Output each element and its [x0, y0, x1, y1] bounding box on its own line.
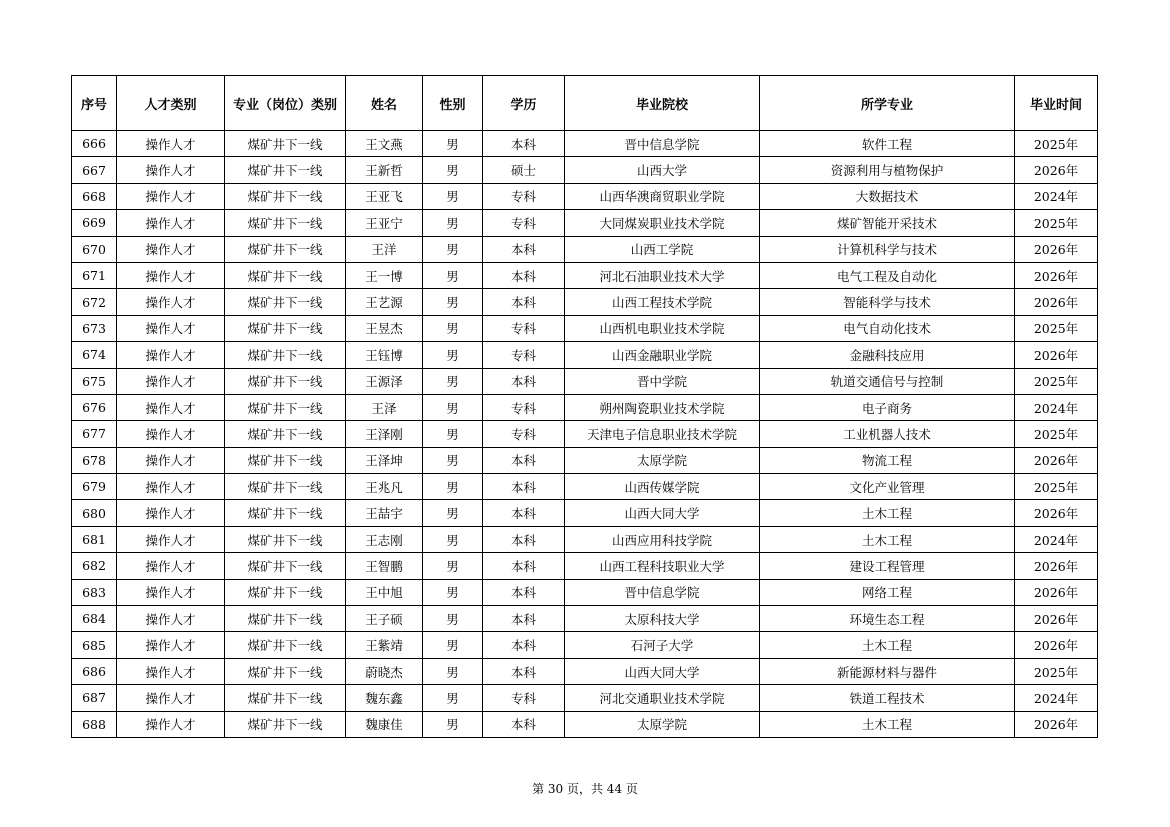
cell-graduation: 2026年	[1015, 342, 1098, 368]
cell-gender: 男	[423, 658, 483, 684]
cell-education: 本科	[483, 658, 565, 684]
cell-graduation: 2025年	[1015, 315, 1098, 341]
cell-education: 本科	[483, 711, 565, 737]
cell-school: 河北交通职业技术学院	[565, 685, 760, 711]
cell-name: 王亚飞	[346, 183, 423, 209]
cell-major: 土木工程	[760, 632, 1015, 658]
table-row	[72, 711, 1098, 737]
cell-graduation: 2026年	[1015, 289, 1098, 315]
cell-education: 本科	[483, 579, 565, 605]
cell-gender: 男	[423, 579, 483, 605]
cell-gender: 男	[423, 210, 483, 236]
cell-talent-category: 操作人才	[117, 553, 225, 579]
cell-index: 676	[72, 394, 117, 420]
cell-name: 王泽刚	[346, 421, 423, 447]
cell-position-category: 煤矿井下一线	[225, 579, 346, 605]
cell-education: 本科	[483, 447, 565, 473]
cell-talent-category: 操作人才	[117, 236, 225, 262]
cell-position-category: 煤矿井下一线	[225, 421, 346, 447]
cell-gender: 男	[423, 606, 483, 632]
cell-school: 山西大学	[565, 157, 760, 183]
cell-gender: 男	[423, 315, 483, 341]
cell-school: 晋中学院	[565, 368, 760, 394]
cell-school: 山西金融职业学院	[565, 342, 760, 368]
cell-major: 建设工程管理	[760, 553, 1015, 579]
cell-index: 673	[72, 315, 117, 341]
cell-position-category: 煤矿井下一线	[225, 210, 346, 236]
cell-name: 王智鹏	[346, 553, 423, 579]
cell-talent-category: 操作人才	[117, 474, 225, 500]
cell-school: 河北石油职业技术大学	[565, 262, 760, 288]
cell-index: 679	[72, 474, 117, 500]
cell-major: 软件工程	[760, 131, 1015, 157]
cell-index: 675	[72, 368, 117, 394]
cell-name: 王志刚	[346, 526, 423, 552]
cell-talent-category: 操作人才	[117, 658, 225, 684]
cell-gender: 男	[423, 711, 483, 737]
cell-talent-category: 操作人才	[117, 289, 225, 315]
cell-index: 686	[72, 658, 117, 684]
cell-index: 674	[72, 342, 117, 368]
cell-name: 魏康佳	[346, 711, 423, 737]
cell-school: 太原科技大学	[565, 606, 760, 632]
cell-education: 本科	[483, 632, 565, 658]
cell-major: 轨道交通信号与控制	[760, 368, 1015, 394]
cell-major: 智能科学与技术	[760, 289, 1015, 315]
cell-graduation: 2026年	[1015, 579, 1098, 605]
cell-position-category: 煤矿井下一线	[225, 606, 346, 632]
cell-graduation: 2026年	[1015, 632, 1098, 658]
cell-graduation: 2024年	[1015, 183, 1098, 209]
cell-position-category: 煤矿井下一线	[225, 711, 346, 737]
header-cell-name: 姓名	[346, 76, 423, 131]
cell-education: 专科	[483, 342, 565, 368]
cell-gender: 男	[423, 157, 483, 183]
cell-name: 蔚晓杰	[346, 658, 423, 684]
cell-index: 688	[72, 711, 117, 737]
cell-graduation: 2026年	[1015, 711, 1098, 737]
header-cell-talent-category: 人才类别	[117, 76, 225, 131]
cell-graduation: 2024年	[1015, 526, 1098, 552]
cell-education: 本科	[483, 236, 565, 262]
cell-position-category: 煤矿井下一线	[225, 632, 346, 658]
cell-education: 本科	[483, 131, 565, 157]
cell-talent-category: 操作人才	[117, 368, 225, 394]
cell-graduation: 2026年	[1015, 500, 1098, 526]
cell-education: 本科	[483, 553, 565, 579]
cell-education: 本科	[483, 500, 565, 526]
cell-position-category: 煤矿井下一线	[225, 553, 346, 579]
cell-gender: 男	[423, 526, 483, 552]
table-row	[72, 526, 1098, 552]
table-row	[72, 157, 1098, 183]
cell-index: 666	[72, 131, 117, 157]
table-row	[72, 500, 1098, 526]
cell-name: 王喆宇	[346, 500, 423, 526]
table-row	[72, 658, 1098, 684]
cell-major: 大数据技术	[760, 183, 1015, 209]
table-row	[72, 210, 1098, 236]
cell-graduation: 2026年	[1015, 262, 1098, 288]
table-row	[72, 183, 1098, 209]
cell-graduation: 2026年	[1015, 447, 1098, 473]
cell-major: 文化产业管理	[760, 474, 1015, 500]
cell-position-category: 煤矿井下一线	[225, 262, 346, 288]
cell-major: 土木工程	[760, 500, 1015, 526]
cell-name: 王中旭	[346, 579, 423, 605]
cell-index: 669	[72, 210, 117, 236]
cell-school: 石河子大学	[565, 632, 760, 658]
table-row	[72, 394, 1098, 420]
cell-major: 资源利用与植物保护	[760, 157, 1015, 183]
cell-graduation: 2024年	[1015, 394, 1098, 420]
header-row	[72, 76, 1098, 131]
cell-index: 682	[72, 553, 117, 579]
cell-education: 本科	[483, 606, 565, 632]
cell-talent-category: 操作人才	[117, 315, 225, 341]
cell-position-category: 煤矿井下一线	[225, 131, 346, 157]
cell-school: 大同煤炭职业技术学院	[565, 210, 760, 236]
cell-name: 王源泽	[346, 368, 423, 394]
cell-talent-category: 操作人才	[117, 183, 225, 209]
cell-talent-category: 操作人才	[117, 447, 225, 473]
cell-index: 678	[72, 447, 117, 473]
header-cell-school: 毕业院校	[565, 76, 760, 131]
cell-position-category: 煤矿井下一线	[225, 474, 346, 500]
cell-talent-category: 操作人才	[117, 500, 225, 526]
cell-talent-category: 操作人才	[117, 526, 225, 552]
cell-index: 670	[72, 236, 117, 262]
cell-school: 晋中信息学院	[565, 131, 760, 157]
table-row	[72, 553, 1098, 579]
cell-name: 王新哲	[346, 157, 423, 183]
cell-school: 山西传媒学院	[565, 474, 760, 500]
cell-position-category: 煤矿井下一线	[225, 447, 346, 473]
cell-education: 本科	[483, 289, 565, 315]
cell-name: 王艺源	[346, 289, 423, 315]
cell-talent-category: 操作人才	[117, 394, 225, 420]
cell-position-category: 煤矿井下一线	[225, 685, 346, 711]
cell-gender: 男	[423, 553, 483, 579]
cell-index: 667	[72, 157, 117, 183]
cell-education: 专科	[483, 685, 565, 711]
table-row	[72, 606, 1098, 632]
cell-index: 683	[72, 579, 117, 605]
cell-name: 王子硕	[346, 606, 423, 632]
cell-gender: 男	[423, 447, 483, 473]
cell-gender: 男	[423, 236, 483, 262]
cell-talent-category: 操作人才	[117, 131, 225, 157]
cell-index: 672	[72, 289, 117, 315]
cell-index: 668	[72, 183, 117, 209]
cell-index: 687	[72, 685, 117, 711]
table-row	[72, 131, 1098, 157]
cell-education: 专科	[483, 315, 565, 341]
table-header	[72, 76, 1098, 131]
roster-table	[71, 75, 1098, 738]
cell-position-category: 煤矿井下一线	[225, 368, 346, 394]
cell-name: 王亚宁	[346, 210, 423, 236]
cell-school: 山西机电职业技术学院	[565, 315, 760, 341]
cell-talent-category: 操作人才	[117, 421, 225, 447]
cell-major: 电气自动化技术	[760, 315, 1015, 341]
cell-graduation: 2026年	[1015, 236, 1098, 262]
table-row	[72, 579, 1098, 605]
cell-talent-category: 操作人才	[117, 157, 225, 183]
cell-gender: 男	[423, 474, 483, 500]
cell-graduation: 2025年	[1015, 210, 1098, 236]
cell-major: 土木工程	[760, 526, 1015, 552]
table-row	[72, 289, 1098, 315]
cell-gender: 男	[423, 131, 483, 157]
cell-major: 铁道工程技术	[760, 685, 1015, 711]
table-body	[72, 131, 1098, 738]
cell-major: 计算机科学与技术	[760, 236, 1015, 262]
cell-school: 山西工程科技职业大学	[565, 553, 760, 579]
cell-major: 电气工程及自动化	[760, 262, 1015, 288]
cell-talent-category: 操作人才	[117, 606, 225, 632]
cell-education: 专科	[483, 421, 565, 447]
cell-gender: 男	[423, 342, 483, 368]
cell-position-category: 煤矿井下一线	[225, 526, 346, 552]
cell-gender: 男	[423, 368, 483, 394]
cell-school: 山西工学院	[565, 236, 760, 262]
header-cell-major: 所学专业	[760, 76, 1015, 131]
cell-education: 专科	[483, 394, 565, 420]
cell-school: 山西大同大学	[565, 500, 760, 526]
cell-major: 土木工程	[760, 711, 1015, 737]
cell-position-category: 煤矿井下一线	[225, 183, 346, 209]
table-row	[72, 447, 1098, 473]
cell-major: 金融科技应用	[760, 342, 1015, 368]
cell-graduation: 2025年	[1015, 131, 1098, 157]
cell-gender: 男	[423, 500, 483, 526]
table-row	[72, 685, 1098, 711]
cell-index: 677	[72, 421, 117, 447]
header-cell-education: 学历	[483, 76, 565, 131]
cell-education: 本科	[483, 262, 565, 288]
cell-graduation: 2026年	[1015, 606, 1098, 632]
table-row	[72, 262, 1098, 288]
cell-major: 环境生态工程	[760, 606, 1015, 632]
header-cell-position-category: 专业（岗位）类别	[225, 76, 346, 131]
cell-gender: 男	[423, 421, 483, 447]
cell-major: 新能源材料与器件	[760, 658, 1015, 684]
cell-education: 本科	[483, 368, 565, 394]
cell-major: 电子商务	[760, 394, 1015, 420]
cell-school: 晋中信息学院	[565, 579, 760, 605]
cell-name: 王紫靖	[346, 632, 423, 658]
cell-gender: 男	[423, 685, 483, 711]
cell-talent-category: 操作人才	[117, 262, 225, 288]
cell-graduation: 2026年	[1015, 553, 1098, 579]
header-cell-graduation: 毕业时间	[1015, 76, 1098, 131]
cell-education: 硕士	[483, 157, 565, 183]
table-row	[72, 342, 1098, 368]
cell-talent-category: 操作人才	[117, 342, 225, 368]
cell-major: 物流工程	[760, 447, 1015, 473]
cell-graduation: 2025年	[1015, 368, 1098, 394]
cell-education: 本科	[483, 474, 565, 500]
cell-graduation: 2025年	[1015, 658, 1098, 684]
cell-index: 671	[72, 262, 117, 288]
cell-position-category: 煤矿井下一线	[225, 658, 346, 684]
table-row	[72, 421, 1098, 447]
table-row	[72, 236, 1098, 262]
cell-name: 王钰博	[346, 342, 423, 368]
cell-major: 网络工程	[760, 579, 1015, 605]
header-cell-gender: 性别	[423, 76, 483, 131]
cell-major: 工业机器人技术	[760, 421, 1015, 447]
cell-school: 太原学院	[565, 711, 760, 737]
cell-name: 王兆凡	[346, 474, 423, 500]
table-row	[72, 632, 1098, 658]
cell-name: 王洋	[346, 236, 423, 262]
cell-graduation: 2025年	[1015, 474, 1098, 500]
cell-school: 山西应用科技学院	[565, 526, 760, 552]
cell-school: 山西工程技术学院	[565, 289, 760, 315]
cell-position-category: 煤矿井下一线	[225, 289, 346, 315]
table-row	[72, 474, 1098, 500]
cell-talent-category: 操作人才	[117, 711, 225, 737]
cell-gender: 男	[423, 632, 483, 658]
cell-name: 王泽坤	[346, 447, 423, 473]
cell-position-category: 煤矿井下一线	[225, 342, 346, 368]
cell-graduation: 2026年	[1015, 157, 1098, 183]
cell-talent-category: 操作人才	[117, 210, 225, 236]
cell-school: 天津电子信息职业技术学院	[565, 421, 760, 447]
cell-name: 王昱杰	[346, 315, 423, 341]
cell-name: 王泽	[346, 394, 423, 420]
cell-position-category: 煤矿井下一线	[225, 157, 346, 183]
header-cell-index: 序号	[72, 76, 117, 131]
cell-school: 山西大同大学	[565, 658, 760, 684]
cell-graduation: 2025年	[1015, 421, 1098, 447]
cell-position-category: 煤矿井下一线	[225, 500, 346, 526]
cell-graduation: 2024年	[1015, 685, 1098, 711]
cell-index: 681	[72, 526, 117, 552]
table-row	[72, 315, 1098, 341]
page-footer: 第 30 页，共 44 页	[532, 782, 638, 796]
cell-index: 685	[72, 632, 117, 658]
cell-school: 太原学院	[565, 447, 760, 473]
cell-name: 王文燕	[346, 131, 423, 157]
cell-name: 王一博	[346, 262, 423, 288]
cell-name: 魏东鑫	[346, 685, 423, 711]
cell-talent-category: 操作人才	[117, 632, 225, 658]
table-row	[72, 368, 1098, 394]
cell-gender: 男	[423, 183, 483, 209]
cell-position-category: 煤矿井下一线	[225, 236, 346, 262]
cell-school: 朔州陶瓷职业技术学院	[565, 394, 760, 420]
cell-index: 680	[72, 500, 117, 526]
cell-index: 684	[72, 606, 117, 632]
cell-position-category: 煤矿井下一线	[225, 394, 346, 420]
cell-education: 专科	[483, 210, 565, 236]
cell-talent-category: 操作人才	[117, 685, 225, 711]
cell-gender: 男	[423, 394, 483, 420]
cell-gender: 男	[423, 262, 483, 288]
cell-education: 本科	[483, 526, 565, 552]
cell-position-category: 煤矿井下一线	[225, 315, 346, 341]
cell-education: 专科	[483, 183, 565, 209]
cell-major: 煤矿智能开采技术	[760, 210, 1015, 236]
cell-school: 山西华澳商贸职业学院	[565, 183, 760, 209]
cell-gender: 男	[423, 289, 483, 315]
cell-talent-category: 操作人才	[117, 579, 225, 605]
